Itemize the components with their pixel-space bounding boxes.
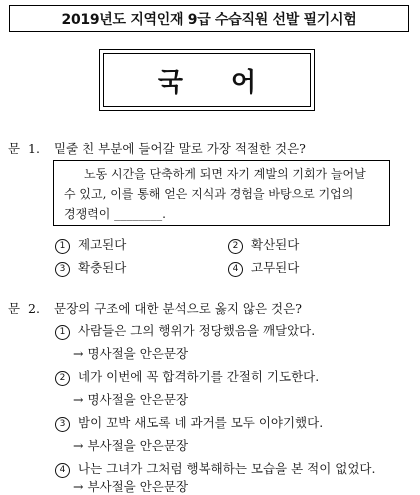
q2-option-1[interactable] — [55, 321, 315, 340]
subject-box — [103, 53, 311, 107]
q1-option-4[interactable] — [228, 258, 299, 277]
q1-option-1[interactable] — [55, 235, 126, 254]
passage-line: 경쟁력이 ________. — [64, 207, 166, 221]
q1-option-2[interactable] — [228, 235, 299, 254]
option-text: 밤이 꼬박 새도록 네 과거를 모두 이야기했다. — [78, 415, 324, 430]
option-marker-3: 3 — [55, 417, 70, 432]
q2-option-3[interactable] — [55, 413, 323, 432]
exam-header — [9, 5, 409, 32]
question-2-text: 문장의 구조에 대한 분석으로 옳지 않은 것은? — [54, 301, 302, 316]
q1-option-3[interactable] — [55, 258, 126, 277]
option-text: 고무된다 — [251, 260, 300, 275]
passage-line: 노동 시간을 단축하게 되면 자기 계발의 기회가 늘어날 — [84, 167, 366, 181]
question-2 — [8, 299, 302, 317]
option-marker-2: 2 — [55, 371, 70, 386]
q2-option-4[interactable] — [55, 459, 375, 478]
subject-title: 국어 — [157, 67, 305, 98]
option-text: 나는 그녀가 그처럼 행복해하는 모습을 본 적이 없었다. — [78, 461, 376, 476]
option-marker-1: 1 — [55, 239, 70, 254]
q2-option-2-analysis: → 명사절을 안은문장 — [73, 392, 189, 407]
option-marker-4: 4 — [55, 463, 70, 478]
option-text: 네가 이번에 꼭 합격하기를 간절히 기도한다. — [78, 369, 320, 384]
q2-option-1-analysis: → 명사절을 안은문장 — [73, 346, 189, 361]
question-1-text: 밑줄 친 부분에 들어갈 말로 가장 적절한 것은? — [54, 141, 306, 156]
option-text: 제고된다 — [78, 237, 127, 252]
q2-option-3-analysis: → 부사절을 안은문장 — [73, 438, 189, 453]
option-text: 확충된다 — [78, 260, 127, 275]
passage-line: 수 있고, 이를 통해 얻은 지식과 경험을 바탕으로 기업의 — [64, 187, 354, 201]
option-marker-4: 4 — [228, 262, 243, 277]
option-marker-2: 2 — [228, 239, 243, 254]
question-1-number: 문 1. — [8, 141, 40, 156]
question-1 — [8, 139, 306, 157]
option-text: 확산된다 — [251, 237, 300, 252]
question-1-passage — [53, 160, 390, 226]
question-2-number: 문 2. — [8, 301, 40, 316]
option-marker-3: 3 — [55, 262, 70, 277]
q2-option-4-analysis: → 부사절을 안은문장 — [73, 479, 189, 494]
option-marker-1: 1 — [55, 325, 70, 340]
q2-option-2[interactable] — [55, 367, 319, 386]
option-text: 사람들은 그의 행위가 정당했음을 깨달았다. — [78, 323, 316, 338]
exam-title: 2019년도 지역인재 9급 수습직원 선발 필기시험 — [61, 11, 357, 28]
